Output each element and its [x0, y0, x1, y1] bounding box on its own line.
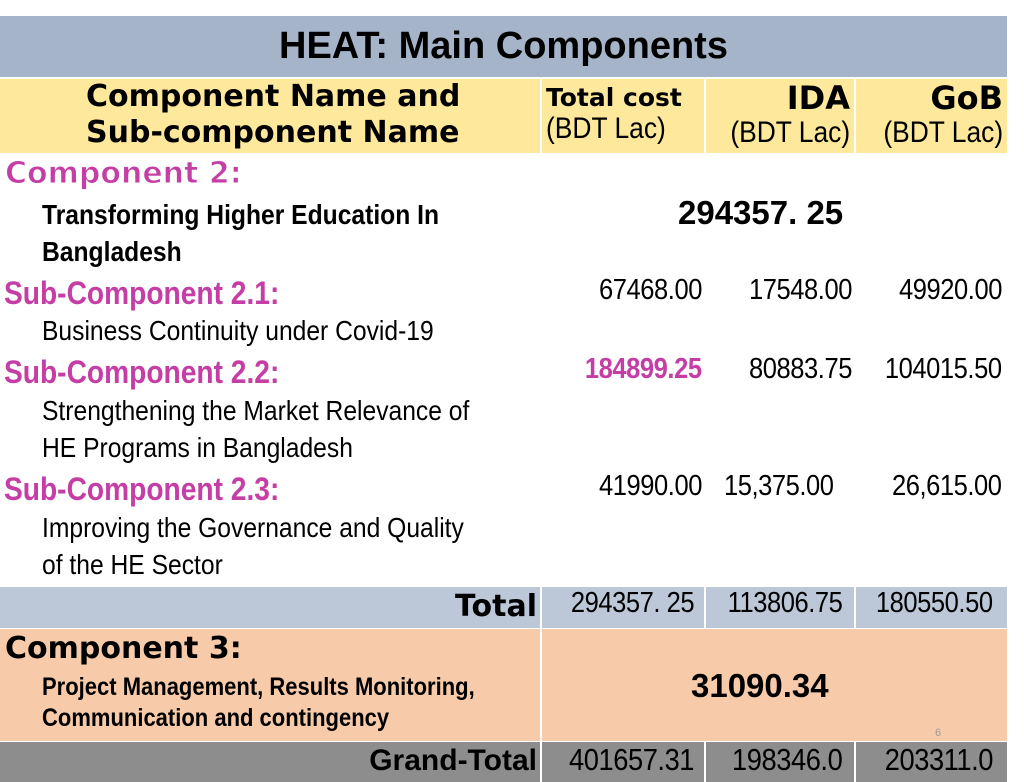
grand-total-row: [0, 742, 1007, 782]
subcomponent-2-3-gob: 26,615.00: [892, 470, 1002, 502]
component2-desc-line1: Transforming Higher Education In: [42, 199, 440, 230]
grand-total-total: 401657.31: [568, 742, 694, 777]
subcomponent-2-1-label: Sub-Component 2.1:: [4, 275, 280, 311]
header-total-line1: Total cost: [546, 83, 682, 112]
header-total-line2: (BDT Lac): [546, 112, 666, 145]
component2-total-value: 294357. 25: [678, 194, 844, 231]
subcomponent-2-1-gob: 49920.00: [899, 274, 1002, 306]
total-row-label: Total: [455, 589, 537, 624]
component2-desc-line2: Bangladesh: [42, 236, 182, 267]
total-row-divider: [854, 587, 856, 628]
header-col-total: [542, 79, 704, 153]
grand-total-label: Grand-Total: [369, 744, 537, 777]
subcomponent-2-3-desc-line1: Improving the Governance and Quality: [42, 512, 464, 543]
subcomponent-2-2-gob: 104015.50: [885, 353, 1002, 385]
header-gob-line1: GoB: [930, 79, 1003, 117]
slide-title: HEAT: Main Components: [279, 25, 728, 67]
header-component-line1: Component Name and: [86, 79, 461, 114]
subcomponent-2-3-desc-line2: of the HE Sector: [42, 549, 223, 580]
total-row-divider: [540, 587, 542, 628]
subcomponent-2-1-total: 67468.00: [599, 274, 702, 306]
slide-title-bar: [0, 16, 1007, 77]
grand-total-ida: 198346.0: [731, 742, 842, 777]
component3-label: Component 3:: [5, 631, 242, 666]
total-row-divider: [704, 587, 706, 628]
component2-label: Component 2:: [5, 156, 242, 191]
total-row-ida: 113806.75: [727, 587, 842, 619]
header-ida-line2: (BDT Lac): [730, 116, 850, 149]
subcomponent-2-3-total: 41990.00: [599, 470, 702, 502]
subcomponent-2-2-label: Sub-Component 2.2:: [4, 354, 280, 390]
subcomponent-2-2-ida: 80883.75: [749, 353, 852, 385]
grand-total-divider: [854, 742, 856, 782]
subcomponent-2-2-desc-line2: HE Programs in Bangladesh: [42, 432, 353, 463]
header-gob-line2: (BDT Lac): [883, 116, 1003, 149]
subcomponent-2-3-ida: 15,375.00: [724, 470, 834, 502]
page-number: 6: [935, 727, 942, 739]
header-col-ida: [706, 79, 854, 153]
component3-divider: [540, 629, 542, 741]
total-row: [0, 587, 1007, 628]
subcomponent-2-1-desc: Business Continuity under Covid-19: [42, 315, 434, 346]
subcomponent-2-2-total: 184899.25: [585, 353, 702, 385]
subcomponent-2-1-ida: 17548.00: [749, 274, 852, 306]
grand-total-divider: [704, 742, 706, 782]
header-component-line2: Sub-component Name: [86, 115, 460, 150]
header-col-gob: [856, 79, 1007, 153]
component3-total-value: 31090.34: [691, 667, 829, 704]
total-row-gob: 180550.50: [876, 587, 993, 619]
header-col-component: [0, 79, 540, 153]
total-row-total: 294357. 25: [570, 587, 694, 619]
component3-desc-line1: Project Management, Results Monitoring,: [42, 673, 475, 701]
subcomponent-2-3-label: Sub-Component 2.3:: [4, 471, 280, 507]
component3-desc-line2: Communication and contingency: [42, 704, 390, 732]
component3-row: [0, 629, 1007, 741]
header-ida-line1: IDA: [786, 79, 850, 117]
subcomponent-2-2-desc-line1: Strengthening the Market Relevance of: [42, 395, 470, 426]
grand-total-divider: [540, 742, 542, 782]
grand-total-gob: 203311.0: [884, 742, 993, 777]
